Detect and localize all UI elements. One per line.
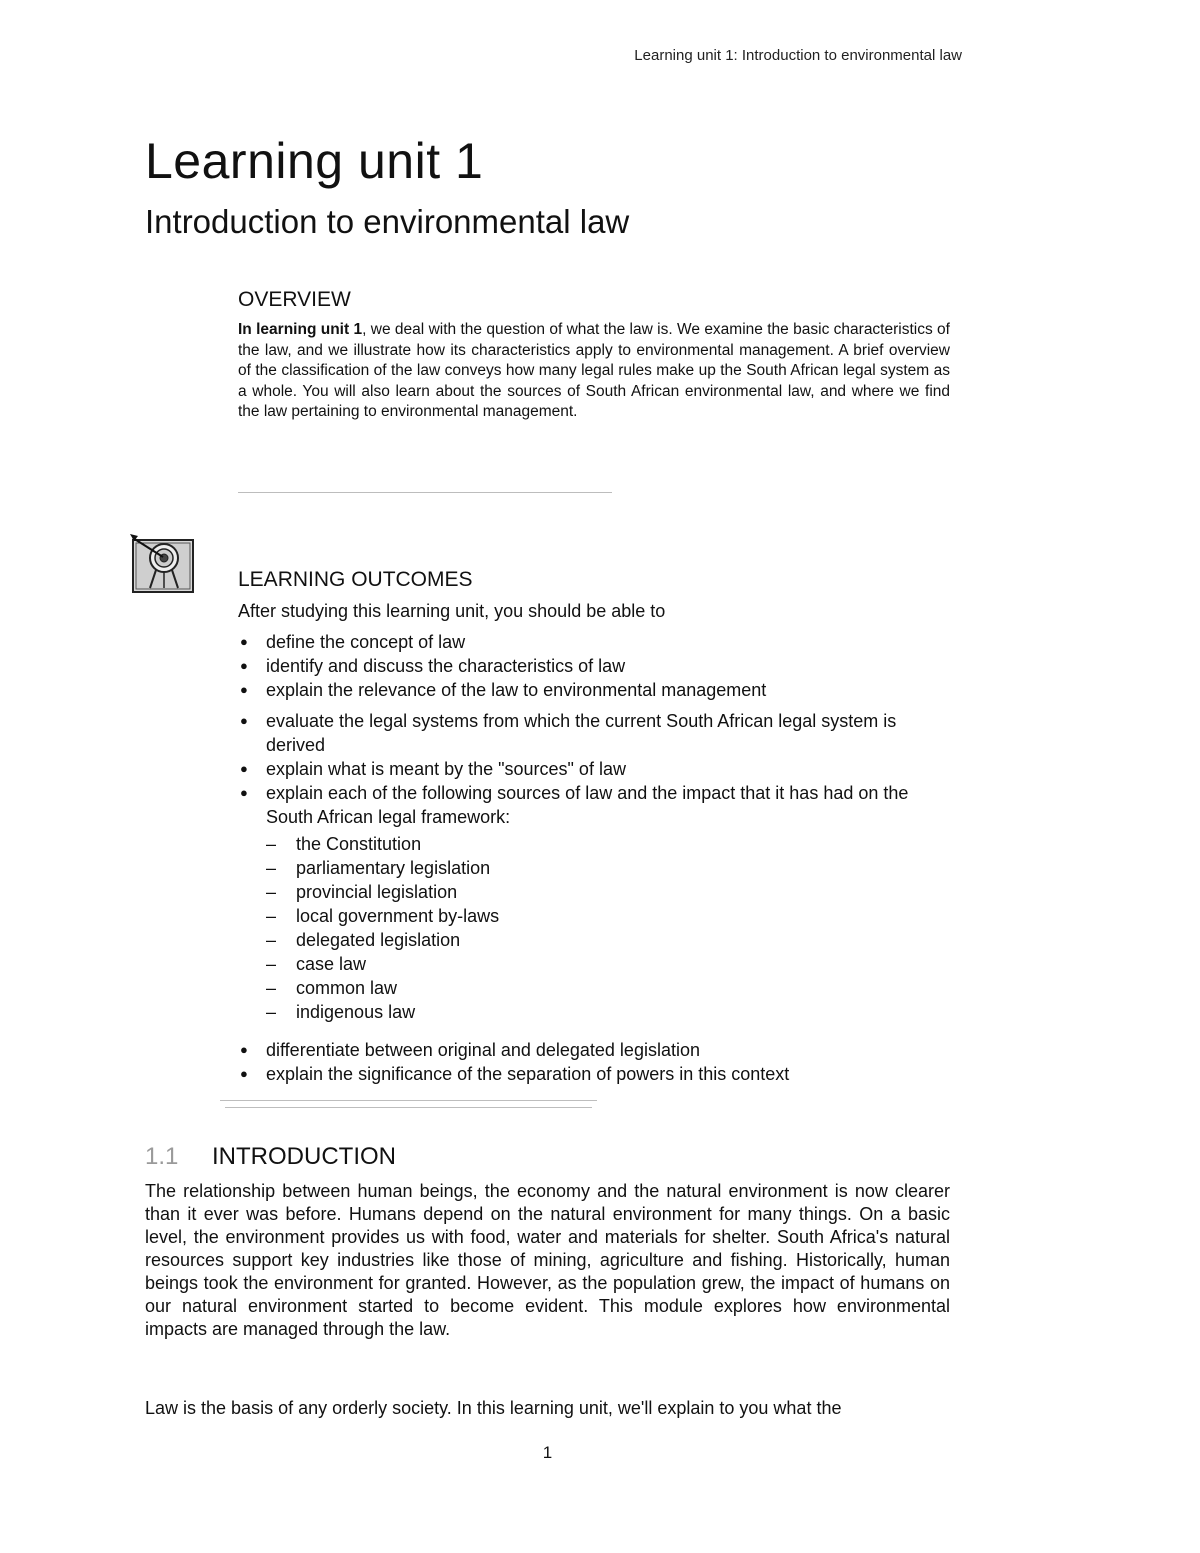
intro-paragraph-1: The relationship between human beings, the economy and the natural environment is now clearer than it ever was before. Humans depend on the natural environment for many things. On a basic level, the environment provides us with food, water and materials for shelter. South Africa's natural resources support key industries like those of mining, agriculture and fishing. Historically, human beings took the environment for granted. However, as the population grew, the impact of humans on our natural environment started to become evident. This module explores how environmental impacts are managed through the law.	[145, 1181, 950, 1339]
bullet-icon: ●	[240, 713, 248, 728]
list-item	[238, 630, 958, 654]
sub-item-text: the Constitution	[296, 834, 422, 854]
outcomes-divider-bottom	[225, 1107, 592, 1108]
list-item	[238, 1038, 958, 1062]
outcome-text: differentiate between original and delegated legislation	[266, 1040, 700, 1060]
bullet-icon: ●	[240, 658, 248, 673]
sub-item-text: provincial legislation	[296, 882, 458, 902]
dash-icon: –	[266, 978, 277, 998]
bullet-icon: ●	[240, 785, 248, 800]
outcomes-divider-top	[220, 1100, 597, 1101]
bullet-icon: ●	[240, 1066, 248, 1081]
list-item	[238, 709, 958, 757]
list-item	[238, 654, 958, 678]
sub-item-text: local government by-laws	[296, 906, 500, 926]
list-item	[238, 678, 958, 702]
dash-icon: –	[266, 930, 277, 950]
sub-list-item	[266, 1000, 958, 1024]
sources-sublist	[266, 832, 958, 1024]
sub-item-text: parliamentary legislation	[296, 858, 491, 878]
sub-list-item	[266, 952, 958, 976]
outcome-text: identify and discuss the characteristics of law	[266, 656, 626, 676]
overview-divider	[238, 492, 612, 493]
unit-title: Learning unit 1	[145, 133, 484, 189]
outcomes-heading: LEARNING OUTCOMES	[238, 568, 473, 591]
section-heading	[145, 1143, 396, 1171]
running-header: Learning unit 1: Introduction to environmental law	[634, 47, 962, 64]
sub-list-item	[266, 976, 958, 1000]
overview-heading: OVERVIEW	[238, 288, 351, 311]
sub-item-text: case law	[296, 954, 367, 974]
intro-paragraph-2: Law is the basis of any orderly society. In this learning unit, we'll explain to you what the	[145, 1398, 842, 1418]
sub-list-item	[266, 928, 958, 952]
sub-item-text: delegated legislation	[296, 930, 461, 950]
sub-item-text: common law	[296, 978, 398, 998]
list-item	[238, 1062, 958, 1086]
dash-icon: –	[266, 834, 277, 854]
outcome-text: explain the significance of the separation of powers in this context	[266, 1064, 790, 1084]
page-number: 1	[542, 1443, 553, 1462]
bullet-icon: ●	[240, 634, 248, 649]
outcome-text: evaluate the legal systems from which the current South African legal system is derived	[266, 711, 897, 755]
outcome-text: define the concept of law	[266, 632, 466, 652]
outcome-text: explain each of the following sources of law and the impact that it has had on the South African legal framework:	[266, 783, 909, 827]
outcomes-list	[238, 630, 958, 1086]
dash-icon: –	[266, 906, 277, 926]
sub-list-item	[266, 856, 958, 880]
list-item	[238, 781, 958, 1024]
overview-body: , we deal with the question of what the law is. We examine the basic characteristics of the law, and we illustrate how its characteristics apply to environmental management. A brief overview of the classification of the law conveys how many legal rules make up the South African legal system as a whole. You will also learn about the sources of South African environmental law, and where we find the law pertaining to environmental management.	[238, 321, 950, 420]
bullet-icon: ●	[240, 761, 248, 776]
bullet-icon: ●	[240, 1042, 248, 1057]
bullet-icon: ●	[240, 682, 248, 697]
sub-list-item	[266, 832, 958, 856]
dash-icon: –	[266, 858, 277, 878]
section-number: 1.1	[145, 1143, 179, 1170]
target-icon	[130, 532, 196, 594]
outcome-text: explain what is meant by the "sources" of law	[266, 759, 626, 779]
section-title: INTRODUCTION	[212, 1143, 396, 1170]
dash-icon: –	[266, 882, 277, 902]
overview-lead: In learning unit 1	[238, 321, 363, 338]
list-item	[238, 757, 958, 781]
outcome-text: explain the relevance of the law to environmental management	[266, 680, 767, 700]
sub-list-item	[266, 880, 958, 904]
sub-list-item	[266, 904, 958, 928]
dash-icon: –	[266, 954, 277, 974]
unit-subtitle: Introduction to environmental law	[145, 203, 630, 240]
overview-text	[238, 320, 950, 423]
sub-item-text: indigenous law	[296, 1002, 416, 1022]
outcomes-intro: After studying this learning unit, you should be able to	[238, 601, 666, 621]
dash-icon: –	[266, 1002, 277, 1022]
